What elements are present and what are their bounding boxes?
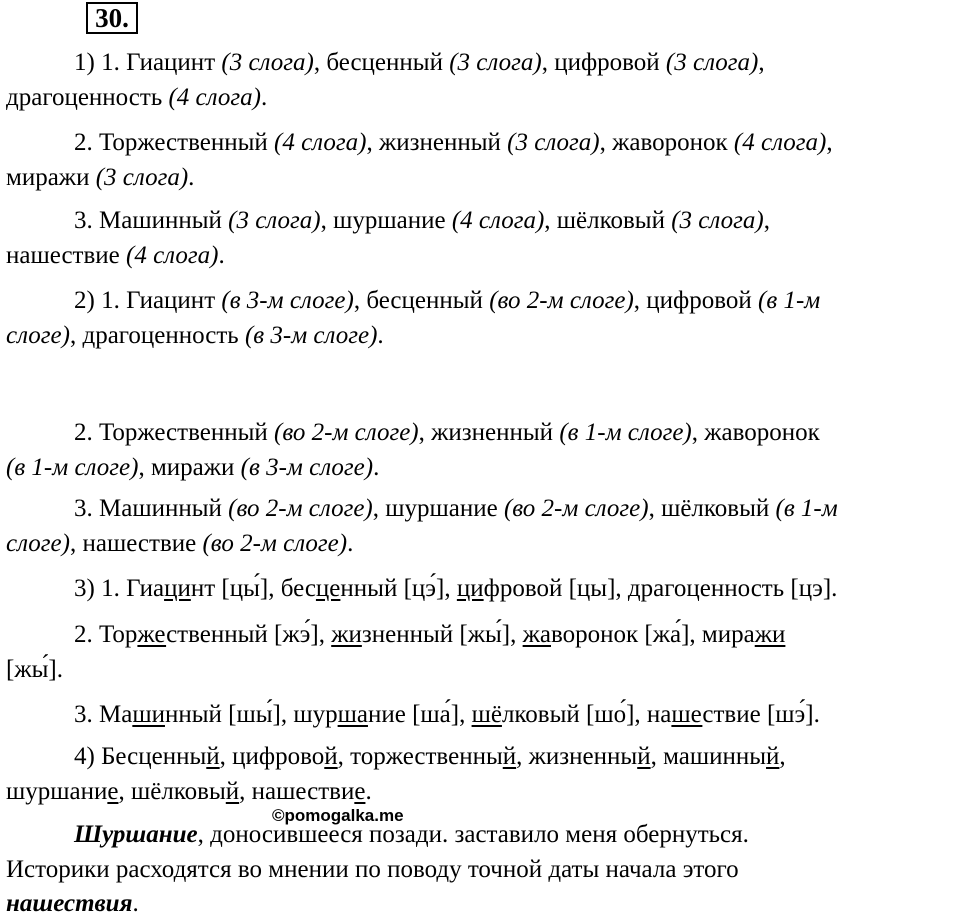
watermark: ©pomogalka.me (272, 806, 404, 825)
part3-item1: 3) 1. Гиацинт [цы́], бесценный [цэ́], цифровой [цы], драгоценность [цэ]. (74, 575, 838, 602)
example-sentences: Шуршание, доносившееся позади. заставило меня обернуться. Историки расходятся во мнении по поводу точной даты начала этого нашествия. (6, 821, 749, 917)
part4-item: 4) Бесценный, цифровой, торжественный, жизненный, машинный, шуршание, шёлковый, нашествие. (6, 743, 786, 805)
part2-item2: 2. Торжественный (во 2-м слоге), жизненный (в 1-м слоге), жаворонок (в 1-м слоге), миражи (в 3-м слоге). (6, 419, 820, 481)
part2-item3: 3. Машинный (во 2-м слоге), шуршание (во 2-м слоге), шёлковый (в 1-м слоге), нашествие (во 2-м слоге). (6, 495, 838, 557)
part3-item2: 2. Торжественный [жэ́], жизненный [жы́], жаворонок [жа́], миражи [жы́]. (6, 621, 786, 683)
part3-item3: 3. Машинный [шы́], шуршание [ша́], шёлковый [шо́], нашествие [шэ́]. (74, 701, 820, 728)
part1-item1: 1) 1. Гиацинт (3 слога), бесценный (3 слога), цифровой (3 слога), драгоценность (4 слога). (6, 49, 765, 111)
part1-item3: 3. Машинный (3 слога), шуршание (4 слога), шёлковый (3 слога), нашествие (4 слога). (6, 207, 770, 269)
exercise-number: 30. (86, 2, 138, 34)
part2-item1: 2) 1. Гиацинт (в 3-м слоге), бесценный (во 2-м слоге), цифровой (в 1-м слоге), драгоценность (в 3-м слоге). (6, 287, 821, 349)
part1-item2: 2. Торжественный (4 слога), жизненный (3 слога), жаворонок (4 слога), миражи (3 слога). (6, 129, 833, 191)
